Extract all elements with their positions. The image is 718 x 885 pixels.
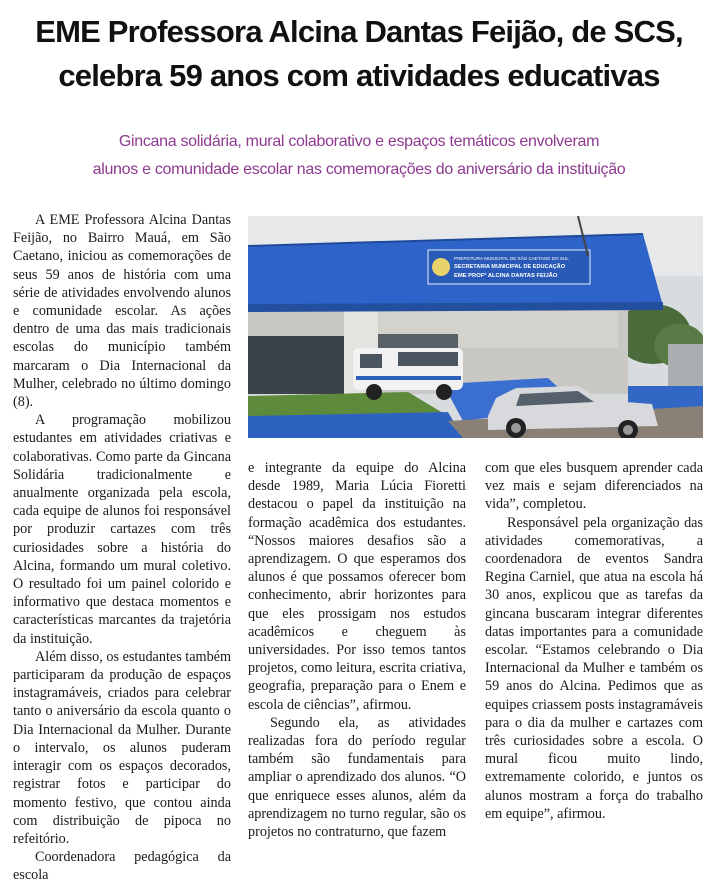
paragraph: A programação mobilizou estudantes em atividades criativas e colaborativas. Como parte da Gincana Solidária tradicionalmente e anualmente organizada pela escola, cada equipe de alunos foi responsável por produzir cartazes com três curiosidades sobre a história do Alcina, formando um mural coletivo. O resultado foi um painel colorido e informativo que destaca momentos e características marcantes da trajetória da instituição. <box>13 412 231 647</box>
subtitle-line-1: Gincana solidária, mural colaborativo e espaços temáticos envolveram <box>118 133 600 150</box>
paragraph: com que eles busquem aprender cada vez mais e sejam diferenciados na vida”, completou. <box>485 460 703 513</box>
paragraph: A EME Professora Alcina Dantas Feijão, no Bairro Mauá, em São Caetano, iniciou as comemorações de seus 59 anos de história com uma série de atividades envolvendo alunos e comunidade escolar. As ações dentro de uma das mais tradicionais escolas do município também marcaram o Dia Internacional da Mulher, celebrado no último domingo (8). <box>13 212 231 411</box>
sign-line-1: PREFEITURA MUNICIPAL DE SÃO CAETANO DO SUL <box>454 256 569 261</box>
headline <box>0 10 718 98</box>
headline-line-2: celebra 59 anos com atividades educativas <box>58 58 660 93</box>
article-column-1 <box>13 211 231 885</box>
paragraph: Segundo ela, as atividades realizadas fora do período regular também são fundamentais para ampliar o aprendizado dos alunos. “O que enriquece esses alunos, além da aprendizagem no turno regular, são os projetos no contraturno, que fazem <box>248 714 466 841</box>
paragraph: Além disso, os estudantes também participaram da produção de espaços instagramáveis, criados para celebrar tanto o aniversário da escola quanto o Dia Internacional da Mulher. Durante o intervalo, os alunos puderam interagir com os espaços decorados, registrar fotos e participar do momento festivo, que contou ainda com distribuição de pipoca no refeitório. <box>13 648 231 847</box>
blue-fence <box>248 412 463 438</box>
sign-line-3: EME PROFª ALCINA DANTAS FEIJÃO <box>454 273 558 279</box>
subtitle-line-2: alunos e comunidade escolar nas comemorações do aniversário da instituição <box>92 161 626 178</box>
school-building-photo <box>248 216 703 438</box>
subtitle <box>0 128 718 184</box>
entrance-glass <box>248 336 358 394</box>
headline-line-1: EME Professora Alcina Dantas Feijão, de SCS, <box>35 14 683 49</box>
sign-line-2: SECRETARIA MUNICIPAL DE EDUCAÇÃO <box>454 264 566 270</box>
city-emblem-icon <box>432 258 450 276</box>
article-column-2 <box>248 459 466 841</box>
paragraph: e integrante da equipe do Alcina desde 1989, Maria Lúcia Fioretti destacou o papel da instituição na formação acadêmica dos estudantes. “Nossos maiores desafios são a aprendizagem. O que esperamos dos alunos é que possamos oferecer bom conhecimento, abrir horizontes para que eles prossigam nos estudos acadêmicos e cheguem às universidades. Por isso temos tantos projetos, como leitura, escrita criativa, geografia, preparação para o Enem e escola de ciências”, afirmou. <box>248 460 466 713</box>
paragraph: Coordenadora pedagógica da escola <box>13 849 231 884</box>
paragraph: Responsável pela organização das atividades comemorativas, a coordenadora de eventos Sandra Regina Carniel, que atua na escola há 30 anos, explicou que as tarefas da gincana buscaram integrar diferentes datas importantes para a comunidade escolar. “Estamos celebrando o Dia Internacional da Mulher e também os 59 anos do Alcina. Pedimos que as equipes criassem posts instagramáveis para o dia da mulher e cartazes com três curiosidades sobre a escola. O mural ficou muito lindo, extremamente colorido, e juntos os alunos mostram a força do trabalho em equipe”, afirmou. <box>485 514 703 822</box>
article-column-3 <box>485 459 703 823</box>
